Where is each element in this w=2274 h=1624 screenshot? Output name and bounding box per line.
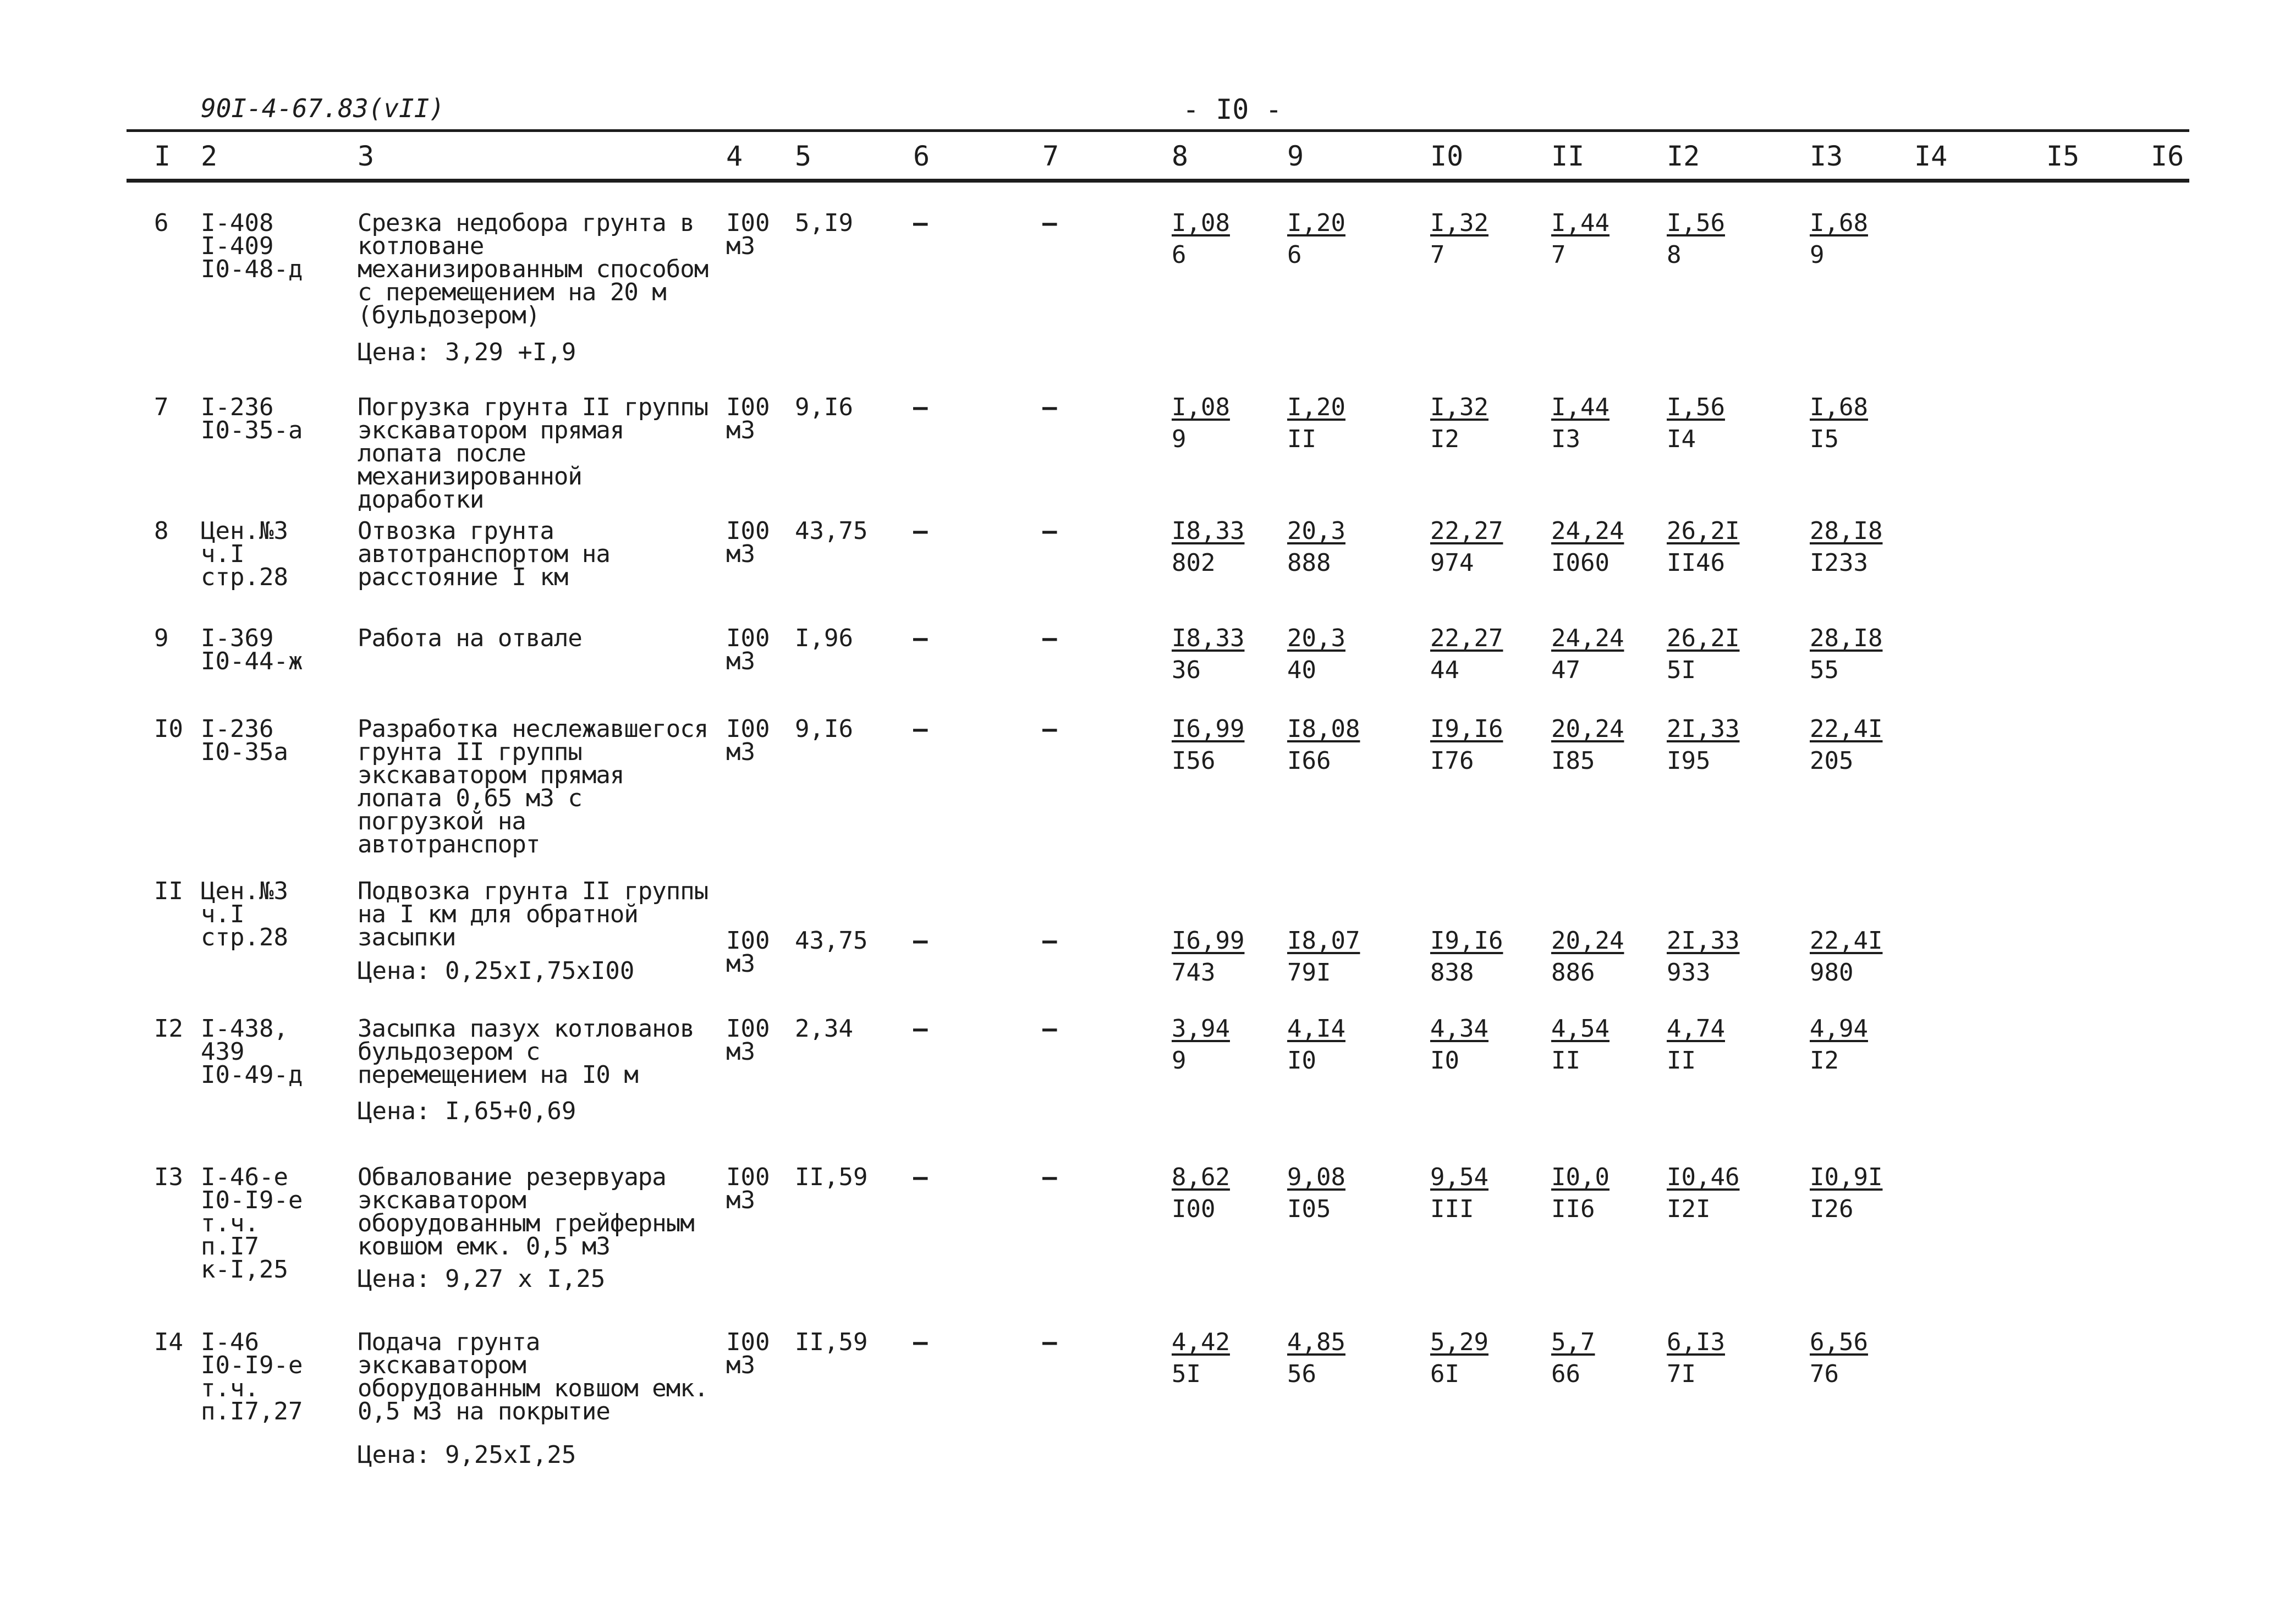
- column-header-9: 9: [1287, 140, 1304, 172]
- value-bottom: I2I: [1667, 1195, 1711, 1223]
- column-6-value: –: [913, 927, 928, 955]
- value-fraction: [1551, 1163, 1610, 1223]
- value-bottom: 5I: [1667, 656, 1696, 684]
- value-top: 24,24: [1551, 517, 1624, 545]
- unit-value: 2,34: [795, 1015, 853, 1043]
- unit-of-measure: I00 м3: [726, 1328, 770, 1379]
- value-fraction: [1810, 1015, 1868, 1075]
- value-top: I,20: [1287, 393, 1345, 421]
- value-bottom: 838: [1430, 959, 1474, 987]
- value-bottom: I85: [1551, 747, 1595, 775]
- column-header-3: 3: [358, 140, 375, 172]
- value-fraction: [1810, 209, 1868, 269]
- value-bottom: I00: [1172, 1195, 1216, 1223]
- value-fraction: [1430, 209, 1488, 269]
- value-top: I8,33: [1172, 624, 1245, 652]
- value-bottom: 56: [1287, 1360, 1316, 1388]
- unit-of-measure: I00 м3: [726, 1163, 770, 1214]
- value-fraction: [1810, 1328, 1868, 1388]
- value-top: I,20: [1287, 209, 1345, 237]
- value-fraction: [1551, 393, 1610, 453]
- norm-code: Цен.№3 ч.I стр.28: [201, 877, 288, 951]
- column-header-5: 5: [795, 140, 812, 172]
- value-fraction: [1667, 517, 1740, 577]
- value-fraction: [1172, 393, 1230, 453]
- column-6-value: –: [913, 393, 928, 421]
- unit-value: 9,I6: [795, 393, 853, 421]
- row-number: 9: [154, 624, 169, 652]
- value-fraction: [1172, 517, 1245, 577]
- value-bottom: 44: [1430, 656, 1459, 684]
- unit-value: 9,I6: [795, 715, 853, 743]
- column-header-7: 7: [1042, 140, 1059, 172]
- unit-value: 5,I9: [795, 209, 853, 237]
- value-bottom: I5: [1810, 425, 1839, 453]
- value-bottom: 6: [1287, 241, 1302, 269]
- value-fraction: [1810, 393, 1868, 453]
- value-bottom: I95: [1667, 747, 1711, 775]
- value-top: 6,56: [1810, 1328, 1868, 1356]
- value-top: I,08: [1172, 209, 1230, 237]
- value-fraction: [1287, 624, 1345, 684]
- value-top: 22,27: [1430, 624, 1503, 652]
- value-bottom: 40: [1287, 656, 1316, 684]
- value-fraction: [1287, 393, 1345, 453]
- work-description: Засыпка пазух котлованов бульдозером с перемещением на I0 м: [358, 1015, 694, 1089]
- value-bottom: II: [1287, 425, 1316, 453]
- value-fraction: [1430, 927, 1503, 987]
- value-bottom: I060: [1551, 549, 1610, 577]
- value-fraction: [1172, 209, 1230, 269]
- column-header-13: I3: [1810, 140, 1843, 172]
- value-top: 9,54: [1430, 1163, 1488, 1191]
- column-header-12: I2: [1667, 140, 1700, 172]
- value-top: 4,85: [1287, 1328, 1345, 1356]
- column-6-value: –: [913, 209, 928, 237]
- value-bottom: 6I: [1430, 1360, 1459, 1388]
- value-bottom: 8: [1667, 241, 1682, 269]
- column-7-value: –: [1042, 209, 1057, 237]
- document-reference: 90I-4-67.83(vII): [201, 93, 445, 123]
- value-bottom: 888: [1287, 549, 1331, 577]
- column-7-value: –: [1042, 1015, 1057, 1043]
- value-bottom: I4: [1667, 425, 1696, 453]
- value-fraction: [1667, 1163, 1740, 1223]
- unit-value: 43,75: [795, 927, 868, 955]
- value-bottom: 7: [1430, 241, 1445, 269]
- value-top: 26,2I: [1667, 624, 1740, 652]
- value-top: I9,I6: [1430, 927, 1503, 955]
- row-number: I3: [154, 1163, 183, 1191]
- value-bottom: II: [1667, 1047, 1696, 1075]
- value-top: 6,I3: [1667, 1328, 1725, 1356]
- value-top: 20,3: [1287, 624, 1345, 652]
- value-fraction: [1810, 927, 1883, 987]
- value-bottom: 6: [1172, 241, 1187, 269]
- work-description: Срезка недобора грунта в котловане механизированным способом с перемещением на 20 м (бульдозером): [358, 209, 708, 329]
- column-7-value: –: [1042, 393, 1057, 421]
- norm-code: I-236 I0-35-а: [201, 393, 303, 444]
- value-fraction: [1287, 209, 1345, 269]
- value-bottom: 9: [1172, 1047, 1187, 1075]
- value-bottom: I05: [1287, 1195, 1331, 1223]
- value-top: I,08: [1172, 393, 1230, 421]
- value-top: I8,08: [1287, 715, 1360, 743]
- value-top: 3,94: [1172, 1015, 1230, 1043]
- value-bottom: I2: [1430, 425, 1459, 453]
- column-header-15: I5: [2046, 140, 2080, 172]
- value-fraction: [1667, 715, 1740, 775]
- value-top: 28,I8: [1810, 624, 1883, 652]
- value-fraction: [1430, 624, 1503, 684]
- value-top: 20,24: [1551, 715, 1624, 743]
- value-fraction: [1430, 1328, 1488, 1388]
- value-top: 22,4I: [1810, 927, 1883, 955]
- value-bottom: 933: [1667, 959, 1711, 987]
- value-fraction: [1172, 624, 1245, 684]
- value-top: I,56: [1667, 393, 1725, 421]
- unit-of-measure: I00 м3: [726, 393, 770, 444]
- column-header-14: I4: [1914, 140, 1948, 172]
- column-7-value: –: [1042, 624, 1057, 652]
- value-fraction: [1287, 517, 1345, 577]
- value-top: 4,74: [1667, 1015, 1725, 1043]
- value-fraction: [1551, 715, 1624, 775]
- value-top: 4,I4: [1287, 1015, 1345, 1043]
- work-description: Отвозка грунта автотранспортом на расстояние I км: [358, 517, 610, 591]
- value-fraction: [1667, 624, 1740, 684]
- value-top: 2I,33: [1667, 927, 1740, 955]
- value-fraction: [1287, 1015, 1345, 1075]
- value-bottom: I26: [1810, 1195, 1854, 1223]
- value-fraction: [1172, 927, 1245, 987]
- value-bottom: 47: [1551, 656, 1580, 684]
- price-formula: Цена: 3,29 +I,9: [358, 338, 576, 366]
- column-header-11: II: [1551, 140, 1585, 172]
- value-bottom: I3: [1551, 425, 1580, 453]
- value-fraction: [1810, 715, 1883, 775]
- unit-of-measure: I00 м3: [726, 517, 770, 568]
- unit-of-measure: I00 м3: [726, 209, 770, 260]
- column-7-value: –: [1042, 1328, 1057, 1356]
- value-top: I,32: [1430, 209, 1488, 237]
- value-top: I8,07: [1287, 927, 1360, 955]
- value-bottom: 802: [1172, 549, 1216, 577]
- top-rule: [127, 129, 2189, 132]
- value-bottom: I0: [1430, 1047, 1459, 1075]
- value-fraction: [1551, 1328, 1595, 1388]
- column-7-value: –: [1042, 927, 1057, 955]
- value-bottom: II6: [1551, 1195, 1595, 1223]
- value-fraction: [1667, 1328, 1725, 1388]
- value-fraction: [1667, 209, 1725, 269]
- value-top: 20,24: [1551, 927, 1624, 955]
- value-bottom: 76: [1810, 1360, 1839, 1388]
- value-fraction: [1287, 927, 1360, 987]
- value-top: 20,3: [1287, 517, 1345, 545]
- value-top: I6,99: [1172, 715, 1245, 743]
- value-bottom: 886: [1551, 959, 1595, 987]
- value-fraction: [1667, 393, 1725, 453]
- column-header-16: I6: [2151, 140, 2184, 172]
- value-top: 9,08: [1287, 1163, 1345, 1191]
- value-top: I,44: [1551, 209, 1610, 237]
- work-description: Подвозка грунта II группы на I км для обратной засыпки: [358, 877, 708, 951]
- value-fraction: [1430, 517, 1503, 577]
- column-7-value: –: [1042, 1163, 1057, 1191]
- work-description: Работа на отвале: [358, 624, 582, 652]
- value-bottom: 79I: [1287, 959, 1331, 987]
- norm-code: I-438, 439 I0-49-д: [201, 1015, 303, 1089]
- norm-code: I-369 I0-44-ж: [201, 624, 303, 675]
- unit-of-measure: I00 м3: [726, 1015, 770, 1066]
- row-number: 7: [154, 393, 169, 421]
- unit-of-measure: I00 м3: [726, 715, 770, 766]
- column-6-value: –: [913, 1015, 928, 1043]
- value-bottom: 9: [1172, 425, 1187, 453]
- value-top: 4,94: [1810, 1015, 1868, 1043]
- value-fraction: [1430, 393, 1488, 453]
- value-top: I8,33: [1172, 517, 1245, 545]
- price-formula: Цена: 9,27 х I,25: [358, 1265, 606, 1293]
- value-bottom: II46: [1667, 549, 1725, 577]
- value-fraction: [1430, 1015, 1488, 1075]
- norm-code: I-46 I0-I9-е т.ч. п.I7,27: [201, 1328, 303, 1425]
- value-top: I,56: [1667, 209, 1725, 237]
- row-number: 6: [154, 209, 169, 237]
- column-header-1: I: [154, 140, 171, 172]
- value-fraction: [1810, 624, 1883, 684]
- row-number: II: [154, 877, 183, 905]
- value-top: I0,9I: [1810, 1163, 1883, 1191]
- column-6-value: –: [913, 1328, 928, 1356]
- value-fraction: [1810, 1163, 1883, 1223]
- value-top: 26,2I: [1667, 517, 1740, 545]
- price-formula: Цена: 9,25хI,25: [358, 1441, 576, 1469]
- value-top: 24,24: [1551, 624, 1624, 652]
- unit-of-measure: I00 м3: [726, 624, 770, 675]
- value-top: I,68: [1810, 209, 1868, 237]
- value-bottom: 980: [1810, 959, 1854, 987]
- value-fraction: [1551, 927, 1624, 987]
- value-bottom: I56: [1172, 747, 1216, 775]
- value-top: I,32: [1430, 393, 1488, 421]
- value-bottom: 7: [1551, 241, 1566, 269]
- value-fraction: [1551, 517, 1624, 577]
- value-bottom: I76: [1430, 747, 1474, 775]
- value-top: 4,54: [1551, 1015, 1610, 1043]
- value-top: I,68: [1810, 393, 1868, 421]
- column-header-6: 6: [913, 140, 930, 172]
- column-7-value: –: [1042, 517, 1057, 545]
- column-header-8: 8: [1172, 140, 1189, 172]
- value-fraction: [1551, 1015, 1610, 1075]
- value-fraction: [1172, 715, 1245, 775]
- value-top: 22,4I: [1810, 715, 1883, 743]
- value-fraction: [1287, 1328, 1345, 1388]
- price-formula: Цена: 0,25хI,75хI00: [358, 957, 635, 985]
- header-rule: [127, 179, 2189, 183]
- unit-value: II,59: [795, 1328, 868, 1356]
- value-fraction: [1172, 1163, 1230, 1223]
- row-number: I2: [154, 1015, 183, 1043]
- value-top: I0,46: [1667, 1163, 1740, 1191]
- column-6-value: –: [913, 624, 928, 652]
- value-fraction: [1287, 715, 1360, 775]
- norm-code: I-408 I-409 I0-48-д: [201, 209, 303, 283]
- column-6-value: –: [913, 715, 928, 743]
- value-bottom: III: [1430, 1195, 1474, 1223]
- value-top: I,44: [1551, 393, 1610, 421]
- value-fraction: [1430, 1163, 1488, 1223]
- column-6-value: –: [913, 1163, 928, 1191]
- value-fraction: [1667, 1015, 1725, 1075]
- value-top: 5,29: [1430, 1328, 1488, 1356]
- value-fraction: [1810, 517, 1883, 577]
- value-top: 4,42: [1172, 1328, 1230, 1356]
- value-bottom: 743: [1172, 959, 1216, 987]
- value-fraction: [1172, 1328, 1230, 1388]
- value-fraction: [1551, 209, 1610, 269]
- row-number: 8: [154, 517, 169, 545]
- page-number: - I0 -: [1183, 93, 1282, 125]
- value-fraction: [1430, 715, 1503, 775]
- value-bottom: 66: [1551, 1360, 1580, 1388]
- value-bottom: 55: [1810, 656, 1839, 684]
- unit-value: 43,75: [795, 517, 868, 545]
- work-description: Подача грунта экскаватором оборудованным ковшом емк. 0,5 м3 на покрытие: [358, 1328, 708, 1425]
- norm-code: I-46-е I0-I9-е т.ч. п.I7 к-I,25: [201, 1163, 303, 1284]
- value-top: I6,99: [1172, 927, 1245, 955]
- norm-code: Цен.№3 ч.I стр.28: [201, 517, 288, 591]
- value-top: 5,7: [1551, 1328, 1595, 1356]
- column-6-value: –: [913, 517, 928, 545]
- column-header-2: 2: [201, 140, 218, 172]
- unit-value: I,96: [795, 624, 853, 652]
- column-header-10: I0: [1430, 140, 1464, 172]
- unit-of-measure: I00 м3: [726, 927, 770, 978]
- value-bottom: 205: [1810, 747, 1854, 775]
- value-top: 2I,33: [1667, 715, 1740, 743]
- work-description: Погрузка грунта II группы экскаватором прямая лопата после механизированной доработки: [358, 393, 708, 514]
- value-top: 22,27: [1430, 517, 1503, 545]
- row-number: I0: [154, 715, 183, 743]
- column-7-value: –: [1042, 715, 1057, 743]
- column-header-4: 4: [726, 140, 743, 172]
- work-description: Обвалование резервуара экскаватором оборудованным грейферным ковшом емк. 0,5 м3: [358, 1163, 694, 1260]
- value-top: 8,62: [1172, 1163, 1230, 1191]
- work-description: Разработка неслежавшегося грунта II группы экскаватором прямая лопата 0,65 м3 с погрузкой на автотранспорт: [358, 715, 708, 858]
- value-bottom: 36: [1172, 656, 1201, 684]
- value-bottom: 5I: [1172, 1360, 1201, 1388]
- value-top: 4,34: [1430, 1015, 1488, 1043]
- value-top: 28,I8: [1810, 517, 1883, 545]
- value-top: I9,I6: [1430, 715, 1503, 743]
- price-formula: Цена: I,65+0,69: [358, 1097, 576, 1125]
- value-bottom: 9: [1810, 241, 1825, 269]
- value-fraction: [1551, 624, 1624, 684]
- value-top: I0,0: [1551, 1163, 1610, 1191]
- value-bottom: I2: [1810, 1047, 1839, 1075]
- value-fraction: [1172, 1015, 1230, 1075]
- value-bottom: I233: [1810, 549, 1868, 577]
- row-number: I4: [154, 1328, 183, 1356]
- value-bottom: 7I: [1667, 1360, 1696, 1388]
- value-bottom: II: [1551, 1047, 1580, 1075]
- value-bottom: 974: [1430, 549, 1474, 577]
- value-fraction: [1667, 927, 1740, 987]
- value-bottom: I66: [1287, 747, 1331, 775]
- value-fraction: [1287, 1163, 1345, 1223]
- norm-code: I-236 I0-35а: [201, 715, 288, 766]
- unit-value: II,59: [795, 1163, 868, 1191]
- value-bottom: I0: [1287, 1047, 1316, 1075]
